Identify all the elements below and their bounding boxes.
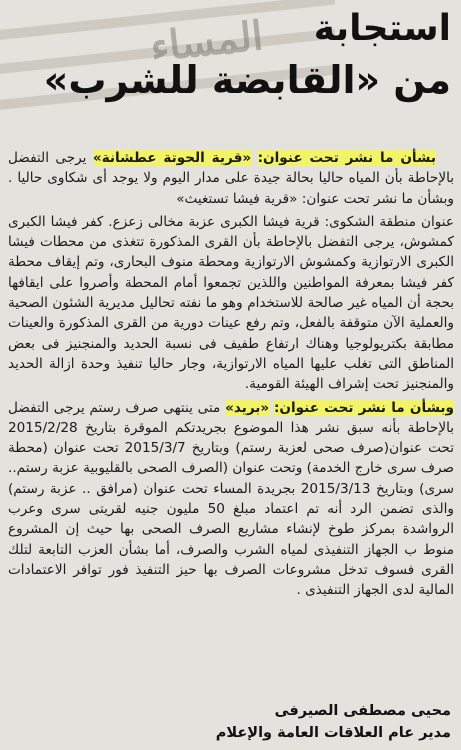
- highlighted-headline-ref: «قرية الحوتة عطشانة»: [92, 150, 252, 166]
- highlighted-headline-ref: «بريد»: [225, 399, 270, 416]
- article-paragraph: [8, 212, 454, 395]
- article-paragraph: [8, 148, 454, 209]
- signature-block: [216, 700, 451, 744]
- headline-line-1: استجابة: [313, 8, 451, 49]
- highlighted-lead: بشأن ما نشر تحت عنوان:: [257, 150, 436, 166]
- headline-line-2: من «القابضة للشرب»: [43, 58, 451, 102]
- highlighted-lead: وبشأن ما نشر تحت عنوان:: [273, 399, 454, 416]
- article-body: [8, 148, 454, 604]
- signature-title: مدير عام العلاقات العامة والإعلام: [215, 725, 451, 741]
- article-paragraph: [8, 398, 454, 601]
- paragraph-text: يرجى التفضل بالإحاطة بأن المياه حاليا بحالة جيدة على مدار اليوم ولا يوجد أى شكاوى حاليا . وبشأن ما نشر تحت عنوان: «قرية فيشا تستغيث»: [8, 150, 454, 207]
- paragraph-text: عنوان منطقة الشكوى: قرية فيشا الكبرى عزبة مخالى زعزع. كفر فيشا الكبرى كمشوش، يرجى التفضل بالإحاطة بأن القرى المذكورة تتغذى من محطات فيشا الكبرى الارتوازية وكمشوش الارتوازية ومحطة منوف البحارى، وتم إيقاف محطة كفر فيشا بمعرفة المواطنين واللذين تجمعوا أمام المحطة وأصروا على ايقافها بحجة أن المياه غير صالحة للاستخدام وهو ما نفته تحاليل مديرية الشئون الصحية والعملية الآن متوقفة بالفعل، وتم رفع عينات دورية من القرى المذكورة والعينات مطابقة بكتريولوجيا وهناك ارتفاع طفيف فى نسبة الحديد والمنجنيز فى بعض المناطق التى تغلب عليها المياه الارتوازية، وجار حاليا تنفيذ وحدة ازالة الحديد والمنجنيز تحت إشراف الهيئة القومية.: [8, 213, 454, 393]
- paragraph-text: متى ينتهى صرف رستم يرجى التفضل بالإحاطة بأنه سبق نشر هذا الموضوع بجريدتكم الموقرة بتاريخ 2015/2/28 تحت عنوان(صرف صحى لعزبة رستم) وبتاريخ 2015/3/7 تحت عنوان (محطة صرف سرى خارج الخدمة) وتحت عنوان (الصرف الصحى بالقليوبية عزبة رستم.. سرى) وبتاريخ 2015/3/13 بجريدة المساء تحت عنوان (مرافق .. عزبة رستم) والذى تضمن الرد أنه تم اعتماد مبلغ 50 مليون جنيه لقريتى سرى وعرب الرواشدة بمركز طوخ لإنشاء مشاريع الصرف الصحى بها حيث إن المشروع منوط ب الجهاز التنفيذى لمياه الشرب والصرف، أما بشأن العزب التابعة لتلك القرى فسوف تدخل مشروعات الصرف بها حيز التنفيذ فور توافر الاعتمادات المالية لدى الجهاز التنفيذى .: [8, 399, 454, 599]
- signature-name: محيى مصطفى الصيرفى: [274, 703, 451, 719]
- background-scan-artifact: المساء: [0, 0, 335, 120]
